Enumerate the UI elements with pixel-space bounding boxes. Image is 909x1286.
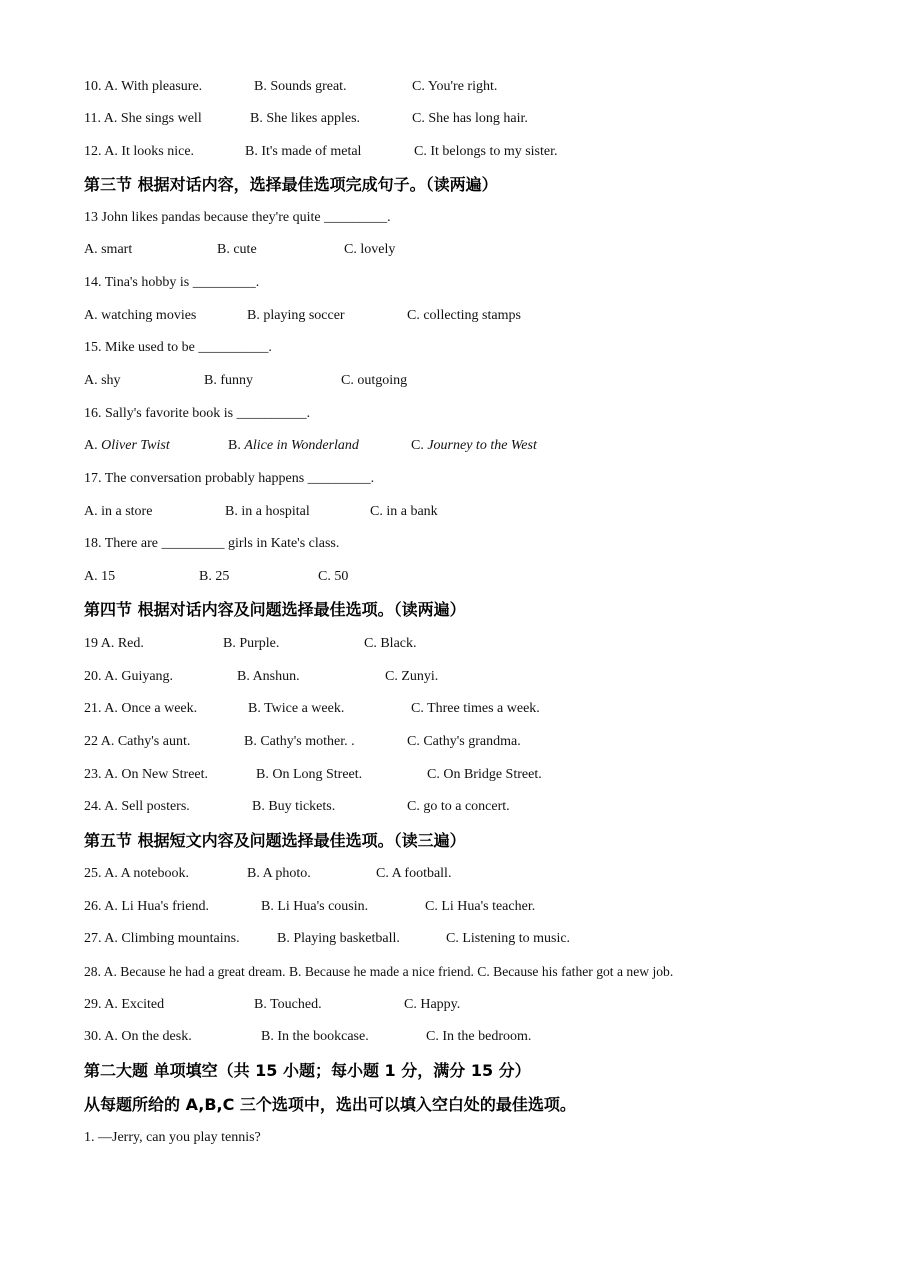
- question-17: 17. The conversation probably happens _________.: [84, 471, 375, 486]
- option-c: C. You're right.: [412, 79, 498, 94]
- option-c: C. Li Hua's teacher.: [425, 899, 536, 914]
- option-c-book-title: Journey to the West: [427, 438, 537, 453]
- question-16: 16. Sally's favorite book is __________.: [84, 406, 311, 421]
- option-a: 25. A. A notebook.: [84, 866, 190, 881]
- option-c: C. in a bank: [370, 504, 438, 519]
- option-c: C. It belongs to my sister.: [414, 144, 558, 159]
- option-b: B. playing soccer: [247, 308, 345, 323]
- option-b: B. in a hospital: [225, 504, 310, 519]
- option-b: B. It's made of metal: [245, 144, 362, 159]
- option-a: A. 15: [84, 569, 116, 584]
- option-c: C. Three times a week.: [411, 701, 540, 716]
- option-b-book-title: Alice in Wonderland: [244, 438, 359, 453]
- option-c: C. Zunyi.: [385, 669, 439, 684]
- option-c: C. Happy.: [404, 997, 461, 1012]
- section-4-heading: 第四节 根据对话内容及问题选择最佳选项。（读两遍）: [84, 600, 466, 619]
- option-b: B. Sounds great.: [254, 79, 347, 94]
- part-2-instructions: 从每题所给的 A,B,C 三个选项中，选出可以填入空白处的最佳选项。: [84, 1095, 576, 1114]
- option-a: 30. A. On the desk.: [84, 1029, 192, 1044]
- option-c: C. Black.: [364, 636, 417, 651]
- option-a: 19 A. Red.: [84, 636, 144, 651]
- option-a: 11. A. She sings well: [84, 111, 202, 126]
- option-b: B. In the bookcase.: [261, 1029, 369, 1044]
- option-c: C. go to a concert.: [407, 799, 510, 814]
- option-b: B. 25: [199, 569, 230, 584]
- option-a-book-title: Oliver Twist: [101, 438, 170, 453]
- option-b: B. She likes apples.: [250, 111, 361, 126]
- option-b: B. Li Hua's cousin.: [261, 899, 369, 914]
- option-a: 26. A. Li Hua's friend.: [84, 899, 210, 914]
- option-a: [84, 437, 170, 455]
- option-c-prefix: C.: [411, 438, 428, 453]
- option-b: B. funny: [204, 373, 253, 388]
- option-c: C. In the bedroom.: [426, 1029, 532, 1044]
- option-b: B. Twice a week.: [248, 701, 345, 716]
- option-a: A. watching movies: [84, 308, 197, 323]
- option-a: A. in a store: [84, 504, 153, 519]
- section-5-heading: 第五节 根据短文内容及问题选择最佳选项。（读三遍）: [84, 831, 466, 850]
- option-b: [228, 437, 359, 455]
- question-14: 14. Tina's hobby is _________.: [84, 275, 260, 290]
- option-b: B. Playing basketball.: [277, 931, 400, 946]
- option-b: B. A photo.: [247, 866, 311, 881]
- option-c: C. She has long hair.: [412, 111, 528, 126]
- option-a: 12. A. It looks nice.: [84, 144, 195, 159]
- option-a: 23. A. On New Street.: [84, 767, 209, 782]
- option-a: A. smart: [84, 242, 133, 257]
- option-c: C. On Bridge Street.: [427, 767, 542, 782]
- option-a: 29. A. Excited: [84, 997, 165, 1012]
- option-a: A. shy: [84, 373, 121, 388]
- option-c: C. outgoing: [341, 373, 408, 388]
- option-a: 27. A. Climbing mountains.: [84, 931, 240, 946]
- option-c: C. Cathy's grandma.: [407, 734, 521, 749]
- option-a-prefix: A.: [84, 438, 102, 453]
- option-b: B. Buy tickets.: [252, 799, 336, 814]
- question-15: 15. Mike used to be __________.: [84, 340, 272, 355]
- option-c: C. Listening to music.: [446, 931, 571, 946]
- part-2-heading: 第二大题 单项填空（共 15 小题；每小题 1 分，满分 15 分）: [84, 1061, 531, 1080]
- option-b: B. Touched.: [254, 997, 322, 1012]
- option-c: C. lovely: [344, 242, 396, 257]
- option-a: 10. A. With pleasure.: [84, 79, 203, 94]
- option-c: C. A football.: [376, 866, 452, 881]
- option-c: [411, 437, 537, 455]
- option-a: 21. A. Once a week.: [84, 701, 198, 716]
- option-b: B. Cathy's mother. .: [244, 734, 355, 749]
- option-b: B. Anshun.: [237, 669, 300, 684]
- option-a: 22 A. Cathy's aunt.: [84, 734, 191, 749]
- question-18: 18. There are _________ girls in Kate's class.: [84, 536, 340, 551]
- question-28: 28. A. Because he had a great dream. B. Because he made a nice friend. C. Because his father got a new job.: [84, 964, 674, 979]
- option-a: 24. A. Sell posters.: [84, 799, 190, 814]
- option-b: B. On Long Street.: [256, 767, 363, 782]
- section-3-heading: 第三节 根据对话内容，选择最佳选项完成句子。（读两遍）: [84, 175, 498, 194]
- option-b: B. Purple.: [223, 636, 280, 651]
- fill-question-1: 1. —Jerry, can you play tennis?: [84, 1130, 261, 1145]
- option-c: C. collecting stamps: [407, 308, 521, 323]
- option-a: 20. A. Guiyang.: [84, 669, 174, 684]
- option-c: C. 50: [318, 569, 349, 584]
- option-b: B. cute: [217, 242, 257, 257]
- question-13: 13 John likes pandas because they're quite _________.: [84, 210, 391, 225]
- option-b-prefix: B.: [228, 438, 245, 453]
